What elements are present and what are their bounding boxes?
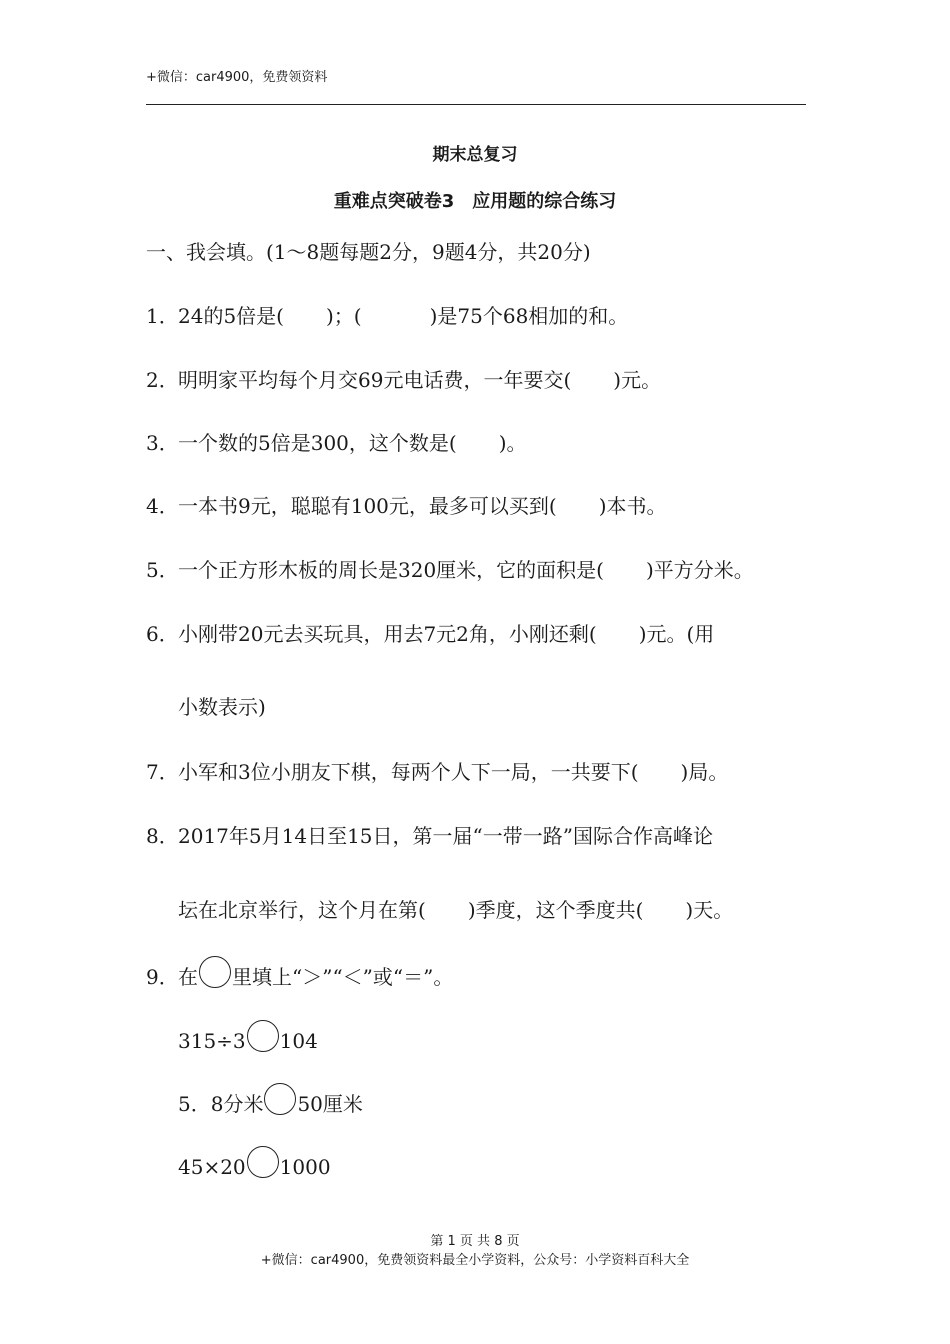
question-8: 8．2017年5月14日至15日，第一届“一带一路”国际合作高峰论 [146, 824, 713, 848]
compare-item-3: 45×20 1000 [178, 1146, 331, 1179]
question-5: 5．一个正方形木板的周长是320厘米，它的面积是( )平方分米。 [146, 558, 754, 582]
header-divider [146, 104, 806, 105]
question-3: 3．一个数的5倍是300，这个数是( )。 [146, 431, 527, 455]
compare-circle [247, 1146, 279, 1178]
question-6-continuation: 小数表示) [178, 695, 266, 719]
answer-circle [199, 956, 231, 988]
page-subtitle: 重难点突破卷3 应用题的综合练习 [333, 191, 617, 212]
page-number: 第 1 页 共 8 页 [430, 1234, 520, 1249]
page-title: 期末总复习 [432, 145, 518, 165]
footer-note: +微信：car4900，免费领资料最全小学资料，公众号：小学资料百科大全 [260, 1253, 690, 1268]
question-6: 6．小刚带20元去买玩具，用去7元2角，小刚还剩( )元。(用 [146, 622, 715, 646]
question-9: 9．在 里填上“＞”“＜”或“＝”。 [146, 956, 453, 990]
header-note: +微信：car4900，免费领资料 [146, 70, 328, 85]
question-1: 1．24的5倍是( )；( )是75个68相加的和。 [146, 304, 629, 328]
question-2: 2．明明家平均每个月交69元电话费，一年要交( )元。 [146, 368, 662, 392]
compare-item-1: 315÷3 104 [178, 1020, 318, 1053]
compare-circle [264, 1083, 296, 1115]
question-8-continuation: 坛在北京举行，这个月在第( )季度，这个季度共( )天。 [178, 898, 734, 922]
question-7: 7．小军和3位小朋友下棋，每两个人下一局，一共要下( )局。 [146, 760, 729, 784]
compare-circle [247, 1020, 279, 1052]
question-4: 4．一本书9元，聪聪有100元，最多可以买到( )本书。 [146, 494, 667, 518]
compare-item-2: 5．8分米 50厘米 [178, 1083, 363, 1117]
section-heading: 一、我会填。(1～8题每题2分，9题4分，共20分) [146, 240, 591, 264]
